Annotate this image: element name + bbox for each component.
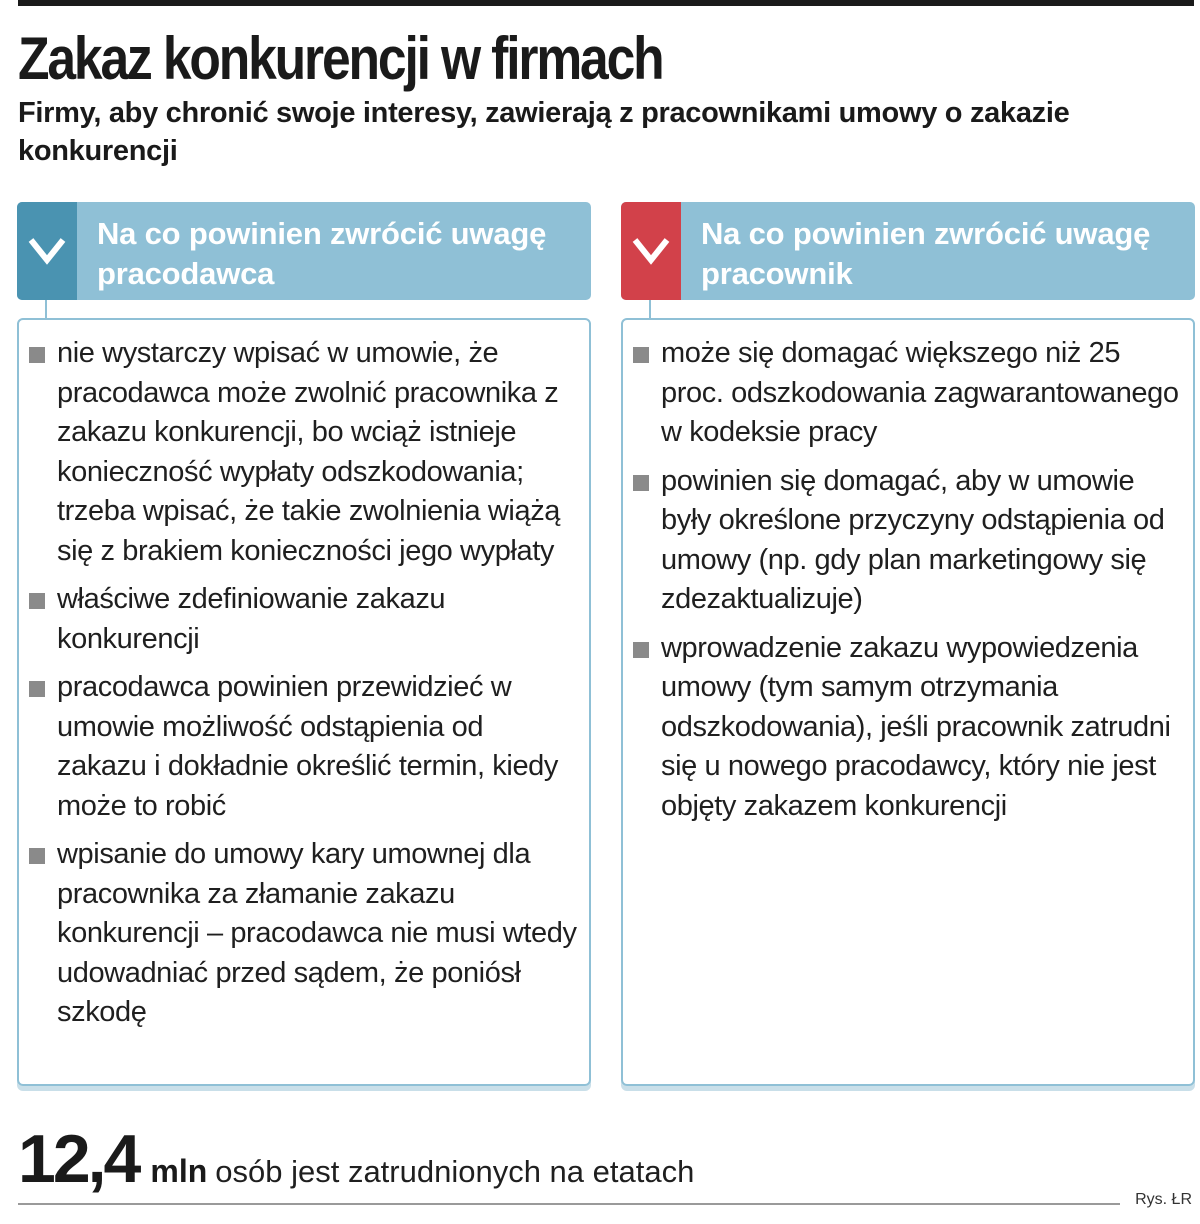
employer-panel	[17, 318, 591, 1086]
employee-panel	[621, 318, 1195, 1086]
square-bullet-icon	[29, 593, 45, 609]
list-item	[633, 334, 1183, 453]
employee-connector	[649, 300, 651, 318]
list-item	[29, 580, 579, 659]
list-item	[633, 462, 1183, 620]
square-bullet-icon	[633, 475, 649, 491]
list-item	[29, 835, 579, 1033]
employee-column	[621, 202, 1195, 1086]
page-subtitle: Firmy, aby chronić swoje interesy, zawierają z pracownikami umowy o zakazie konkurencji	[18, 97, 1070, 167]
chevron-down-icon	[27, 232, 67, 272]
list-item-text: wprowadzenie zakazu wypowiedzenia umowy (tym samym otrzymania odszkodowania), jeśli pracownik zatrudni się u nowego pracodawcy, który nie jest objęty zakazem konkurencji	[661, 631, 1171, 822]
square-bullet-icon	[29, 848, 45, 864]
list-item-text: właściwe zdefiniowanie zakazu konkurencji	[57, 583, 446, 655]
square-bullet-icon	[633, 642, 649, 658]
employee-list	[633, 334, 1183, 826]
employer-column	[17, 202, 591, 1086]
list-item	[29, 334, 579, 571]
list-item-text: może się domagać większego niż 25 proc. odszkodowania zagwarantowanego w kodeksie pracy	[661, 337, 1179, 448]
employee-chevron-box	[621, 202, 681, 300]
list-item-text: powinien się domagać, aby w umowie były określone przyczyny odstąpienia od umowy (np. gdy plan marketingowy się zdezaktualizuje)	[661, 464, 1165, 615]
employment-stat	[18, 1120, 694, 1198]
image-credit: Rys. ŁR	[1135, 1191, 1192, 1208]
list-item	[633, 629, 1183, 827]
employee-header	[621, 202, 1195, 300]
stat-text: osób jest zatrudnionych na etatach	[215, 1154, 695, 1189]
list-item-text: wpisanie do umowy kary umownej dla pracownika za złamanie zakazu konkurencji – pracodawca nie musi wtedy udowadniać przed sądem, że poniósł szkodę	[57, 838, 577, 1028]
square-bullet-icon	[29, 347, 45, 363]
bottom-rule	[18, 1203, 1120, 1205]
chevron-down-icon	[631, 232, 671, 272]
list-item-text: pracodawca powinien przewidzieć w umowie możliwość odstąpienia od zakazu i dokładnie określić termin, kiedy może to robić	[57, 671, 558, 822]
page-title: Zakaz konkurencji w firmach	[18, 25, 663, 92]
list-item-text: nie wystarczy wpisać w umowie, że pracodawca może zwolnić pracownika z zakazu konkurencji, bo wciąż istnieje konieczność wypłaty odszkodowania; trzeba wpisać, że takie zwolnienia wiążą się z brakiem konieczności jego wypłaty	[57, 337, 561, 567]
stat-number: 12,4	[18, 1121, 139, 1197]
employer-chevron-box	[17, 202, 77, 300]
employee-header-title: Na co powinien zwrócić uwagę pracownik	[701, 216, 1151, 291]
list-item	[29, 668, 579, 826]
employer-connector	[45, 300, 47, 318]
square-bullet-icon	[29, 681, 45, 697]
employer-header-title: Na co powinien zwrócić uwagę pracodawca	[97, 216, 547, 291]
employer-header	[17, 202, 591, 300]
top-rule	[18, 0, 1194, 6]
employer-list	[29, 334, 579, 1033]
stat-unit: mln	[150, 1153, 208, 1189]
square-bullet-icon	[633, 347, 649, 363]
